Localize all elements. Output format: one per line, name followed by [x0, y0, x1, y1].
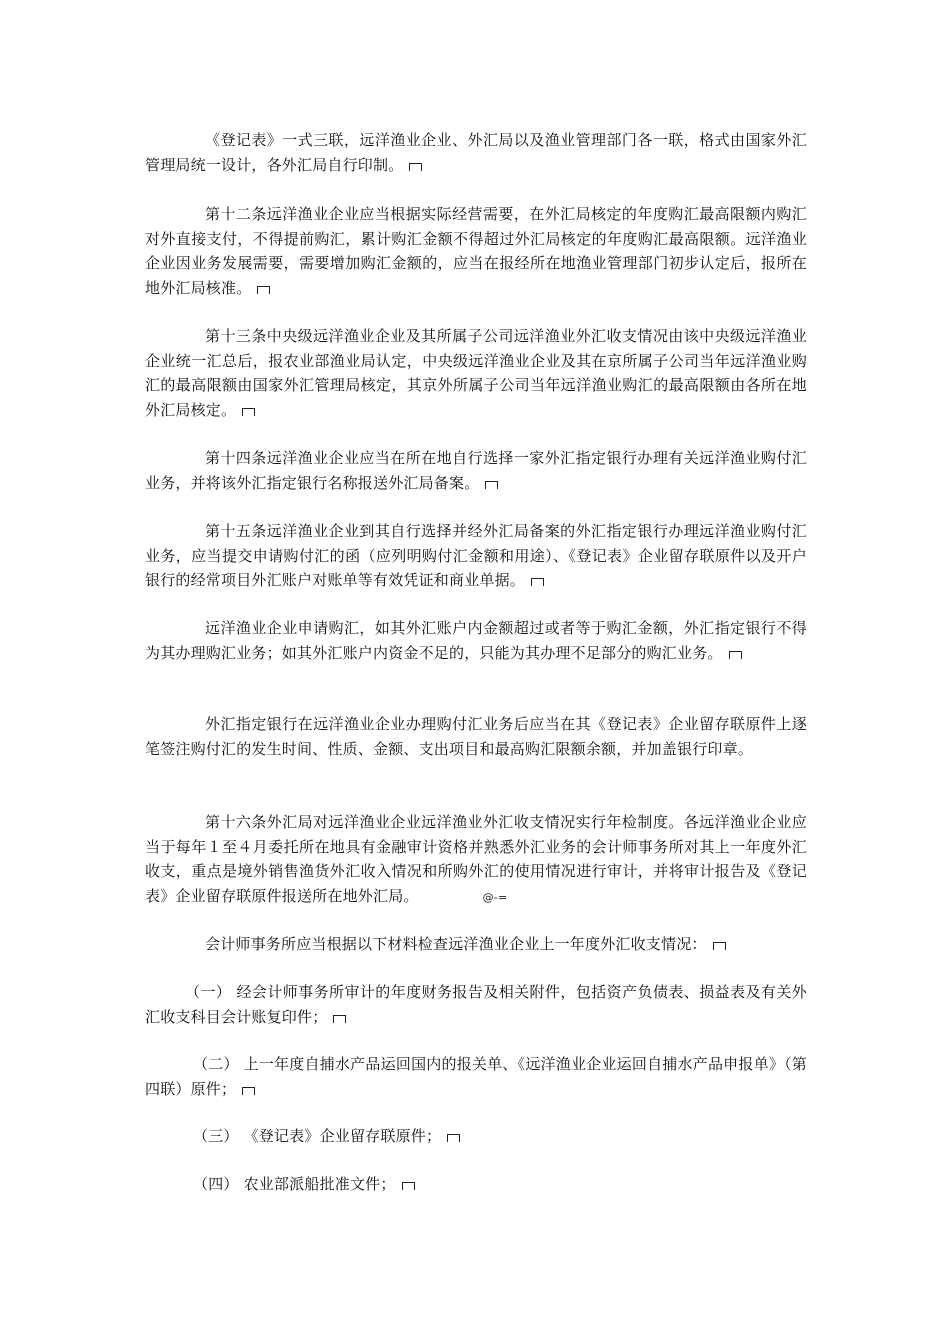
paragraph-registration-form: 《登记表》一式三联，远洋渔业企业、外汇局以及渔业管理部门各一联，格式由国家外汇管理局统一设计，各外汇局自行印制。 [145, 131, 807, 174]
paragraph-article-13: 第十三条中央级远洋渔业企业及其所属子公司远洋渔业外汇收支情况由该中央级远洋渔业企业统一汇总后，报农业部渔业局认定，中央级远洋渔业企业及其在京所属子公司当年远洋渔业购汇的最高限额由国家外汇管理局核定，其京外所属子公司当年远洋渔业购汇的最高限额由各所在地外汇局核定。 [145, 327, 807, 419]
paragraph-mark-icon [333, 1015, 346, 1023]
paragraph-bank-endorsement: 外汇指定银行在远洋渔业企业办理购付汇业务后应当在其《登记表》企业留存联原件上逐笔签注购付汇的发生时间、性质、金额、支出项目和最高购汇限额余额，并加盖银行印章。 [145, 715, 807, 758]
list-item-3: （三） 《登记表》企业留存联原件； [145, 1124, 807, 1149]
paragraph-mark-icon [729, 651, 742, 659]
paragraph-mark-icon [409, 163, 422, 171]
paragraph-mark-icon [242, 408, 255, 416]
paragraph-mark-icon [713, 942, 726, 950]
paragraph-mark-icon [402, 1182, 415, 1190]
paragraph-audit-materials: 会计师事务所应当根据以下材料检查远洋渔业企业上一年度外汇收支情况： [145, 932, 807, 957]
paragraph-mark-icon [447, 1134, 460, 1142]
list-item-1: （一） 经会计师事务所审计的年度财务报告及相关附件，包括资产负债表、损益表及有关外汇收支科目会计账复印件； [145, 983, 807, 1026]
paragraph-article-12: 第十二条远洋渔业企业应当根据实际经营需要，在外汇局核定的年度购汇最高限额内购汇对外直接支付，不得提前购汇，累计购汇金额不得超过外汇局核定的年度购汇最高限额。远洋渔业企业因业务发展需要，需要增加购汇金额的，应当在报经所在地渔业管理部门初步认定后，报所在地外汇局核准。 [145, 205, 807, 297]
paragraph-mark-icon [531, 578, 544, 586]
paragraph-article-14: 第十四条远洋渔业企业应当在所在地自行选择一家外汇指定银行办理有关远洋渔业购付汇业务，并将该外汇指定银行名称报送外汇局备案。 [145, 449, 807, 492]
paragraph-purchase-rules: 远洋渔业企业申请购汇，如其外汇账户内金额超过或者等于购汇金额，外汇指定银行不得为其办理购汇业务；如其外汇账户内资金不足的，只能为其办理不足部分的购汇业务。 [145, 619, 807, 662]
paragraph-mark-icon [257, 286, 270, 294]
paragraph-mark-icon [485, 481, 498, 489]
list-item-4: （四） 农业部派船批准文件； [145, 1172, 807, 1197]
paragraph-end-symbol: @-= [482, 890, 508, 904]
paragraph-mark-icon [242, 1087, 255, 1095]
list-item-2: （二） 上一年度自捕水产品运回国内的报关单、《远洋渔业企业运回自捕水产品申报单》（第四联）原件； [145, 1055, 807, 1098]
paragraph-article-15: 第十五条远洋渔业企业到其自行选择并经外汇局备案的外汇指定银行办理远洋渔业购付汇业务，应当提交申请购付汇的函（应列明购付汇金额和用途）、《登记表》企业留存联原件以及开户银行的经常项目外汇账户对账单等有效凭证和商业单据。 [145, 522, 807, 589]
paragraph-article-16: 第十六条外汇局对远洋渔业企业远洋渔业外汇收支情况实行年检制度。各远洋渔业企业应当于每年１至４月委托所在地具有金融审计资格并熟悉外汇业务的会计师事务所对其上一年度外汇收支，重点是境外销售渔货外汇收入情况和所购外汇的使用情况进行审计，并将审计报告及《登记表》企业留存联原件报送所在地外汇局。 @-= [145, 810, 807, 910]
